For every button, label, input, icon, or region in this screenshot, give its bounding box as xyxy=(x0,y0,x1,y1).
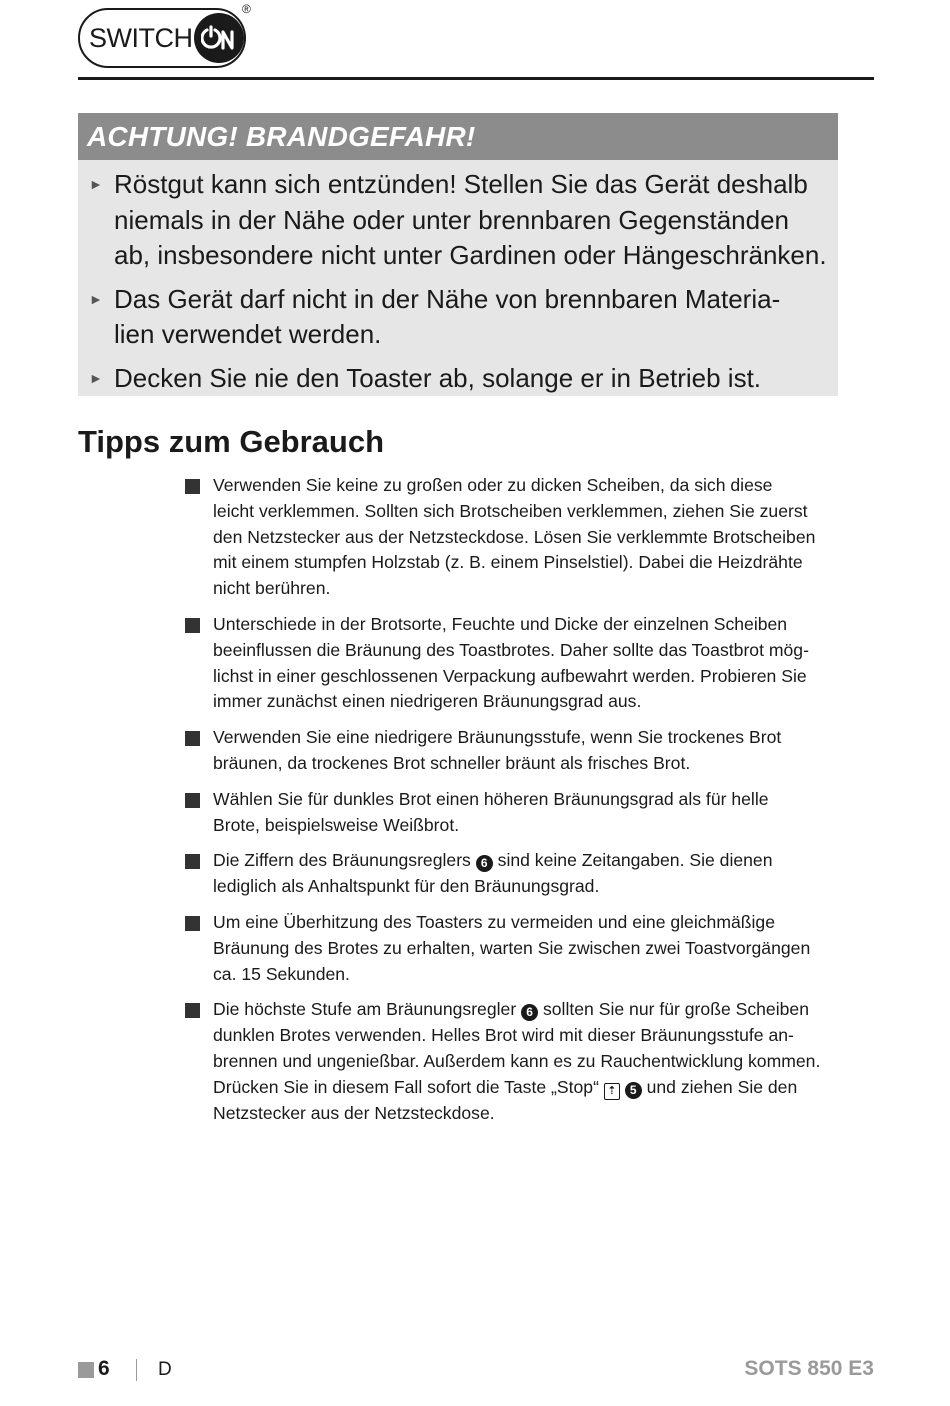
tip-line: dunklen Brotes verwenden. Helles Brot wird mit dieser Bräunungsstufe an- xyxy=(213,1025,794,1046)
warning-box xyxy=(78,113,838,396)
warning-line: niemals in der Nähe oder unter brennbaren Gegenständen xyxy=(114,204,790,235)
language-code: D xyxy=(158,1359,172,1380)
bullet-square-icon xyxy=(185,854,200,869)
warning-line: Das Gerät darf nicht in der Nähe von brennbaren Materia- xyxy=(114,283,781,314)
brand-logo xyxy=(78,8,246,68)
power-icon xyxy=(194,13,244,63)
warning-item xyxy=(78,167,838,274)
warning-item xyxy=(78,282,838,353)
tip-item xyxy=(185,725,845,777)
tip-line: ca. 15 Sekunden. xyxy=(213,963,350,984)
tip-text: und ziehen Sie den xyxy=(646,1076,798,1097)
tip-text: sollten Sie nur für große Scheiben xyxy=(542,999,809,1020)
tip-item xyxy=(185,787,845,839)
bullet-square-icon xyxy=(185,731,200,746)
bullet-square-icon xyxy=(185,793,200,808)
tip-line xyxy=(213,848,845,874)
tip-line: lediglich als Anhaltspunkt für den Bräunungsgrad. xyxy=(213,876,600,897)
tip-text: Drücken Sie in diesem Fall sofort die Taste „Stop“ xyxy=(213,1076,599,1097)
tip-line: mit einem stumpfen Holzstab (z. B. einem Pinselstiel). Dabei die Heizdrähte xyxy=(213,552,803,573)
tip-text: sind keine Zeitangaben. Sie dienen xyxy=(497,850,773,871)
reference-number-badge: 6 xyxy=(521,1004,538,1021)
tip-line: den Netzstecker aus der Netzsteckdose. Lösen Sie verklemmte Brotscheiben xyxy=(213,526,816,547)
page-number: 6 xyxy=(98,1357,110,1380)
bullet-arrow-icon: ► xyxy=(89,290,103,307)
tip-text: Die Ziffern des Bräunungsreglers xyxy=(213,850,471,871)
reference-number-badge: 5 xyxy=(625,1082,642,1099)
tip-item xyxy=(185,997,845,1126)
tip-line: Verwenden Sie keine zu großen oder zu dicken Scheiben, da sich diese xyxy=(213,475,773,495)
stop-button-icon: ⇡ xyxy=(604,1083,620,1100)
tip-line: bräunen, da trockenes Brot schneller bräunt als frisches Brot. xyxy=(213,752,691,773)
tip-line xyxy=(213,997,845,1023)
page-footer xyxy=(78,1357,874,1387)
tip-text: Die höchste Stufe am Bräunungsregler xyxy=(213,999,517,1020)
tip-line: lichst in einer geschlossenen Verpackung aufbewahrt werden. Probieren Sie xyxy=(213,665,807,686)
bullet-square-icon xyxy=(185,916,200,931)
tip-line: nicht berühren. xyxy=(213,578,331,599)
brand-text: SWITCH xyxy=(89,22,193,53)
tip-item xyxy=(185,848,845,900)
tip-line: Netzstecker aus der Netzsteckdose. xyxy=(213,1102,495,1123)
tips-list xyxy=(185,473,845,1136)
tip-line: beeinflussen die Bräunung des Toastbrotes. Daher sollte das Toastbrot mög- xyxy=(213,639,809,660)
warning-line: Röstgut kann sich entzünden! Stellen Sie das Gerät deshalb xyxy=(114,169,808,199)
warning-line: Decken Sie nie den Toaster ab, solange er in Betrieb ist. xyxy=(114,362,762,393)
registered-mark: ® xyxy=(242,2,251,16)
tip-line: brennen und ungenießbar. Außerdem kann es zu Rauchentwicklung kommen. xyxy=(213,1050,821,1071)
tip-line: Brote, beispielsweise Weißbrot. xyxy=(213,814,460,835)
tip-line: Verwenden Sie eine niedrigere Bräunungsstufe, wenn Sie trockenes Brot xyxy=(213,727,782,748)
bullet-square-icon xyxy=(185,479,200,494)
tip-line: Bräunung des Brotes zu erhalten, warten Sie zwischen zwei Toastvorgängen xyxy=(213,937,811,958)
bullet-arrow-icon: ► xyxy=(89,369,103,386)
tip-item xyxy=(185,910,845,987)
bullet-square-icon xyxy=(185,1003,200,1018)
header-rule xyxy=(78,77,874,80)
tip-line: immer zunächst einen niedrigeren Bräunungsgrad aus. xyxy=(213,691,642,712)
tip-line: Um eine Überhitzung des Toasters zu vermeiden und eine gleichmäßige xyxy=(213,911,776,932)
tip-line: Wählen Sie für dunkles Brot einen höheren Bräunungsgrad als für helle xyxy=(213,788,769,809)
warning-list xyxy=(78,160,838,396)
model-number: SOTS 850 E3 xyxy=(744,1357,874,1380)
tip-item xyxy=(185,612,845,715)
bullet-arrow-icon: ► xyxy=(89,176,103,192)
warning-line: lien verwendet werden. xyxy=(114,319,382,349)
warning-line: ab, insbesondere nicht unter Gardinen oder Hängeschränken. xyxy=(114,240,827,270)
footer-divider xyxy=(136,1359,137,1381)
tip-line: Unterschiede in der Brotsorte, Feuchte und Dicke der einzelnen Scheiben xyxy=(213,613,788,634)
tip-line xyxy=(213,1075,845,1101)
warning-title: ACHTUNG! BRANDGEFAHR! xyxy=(78,113,838,160)
tip-line: leicht verklemmen. Sollten sich Brotscheiben verklemmen, ziehen Sie zuerst xyxy=(213,500,808,521)
tip-item xyxy=(185,473,845,602)
bullet-square-icon xyxy=(185,618,200,633)
footer-square-icon xyxy=(78,1362,94,1378)
section-title: Tipps zum Gebrauch xyxy=(78,424,385,459)
warning-item xyxy=(78,361,838,397)
reference-number-badge: 6 xyxy=(476,855,493,872)
